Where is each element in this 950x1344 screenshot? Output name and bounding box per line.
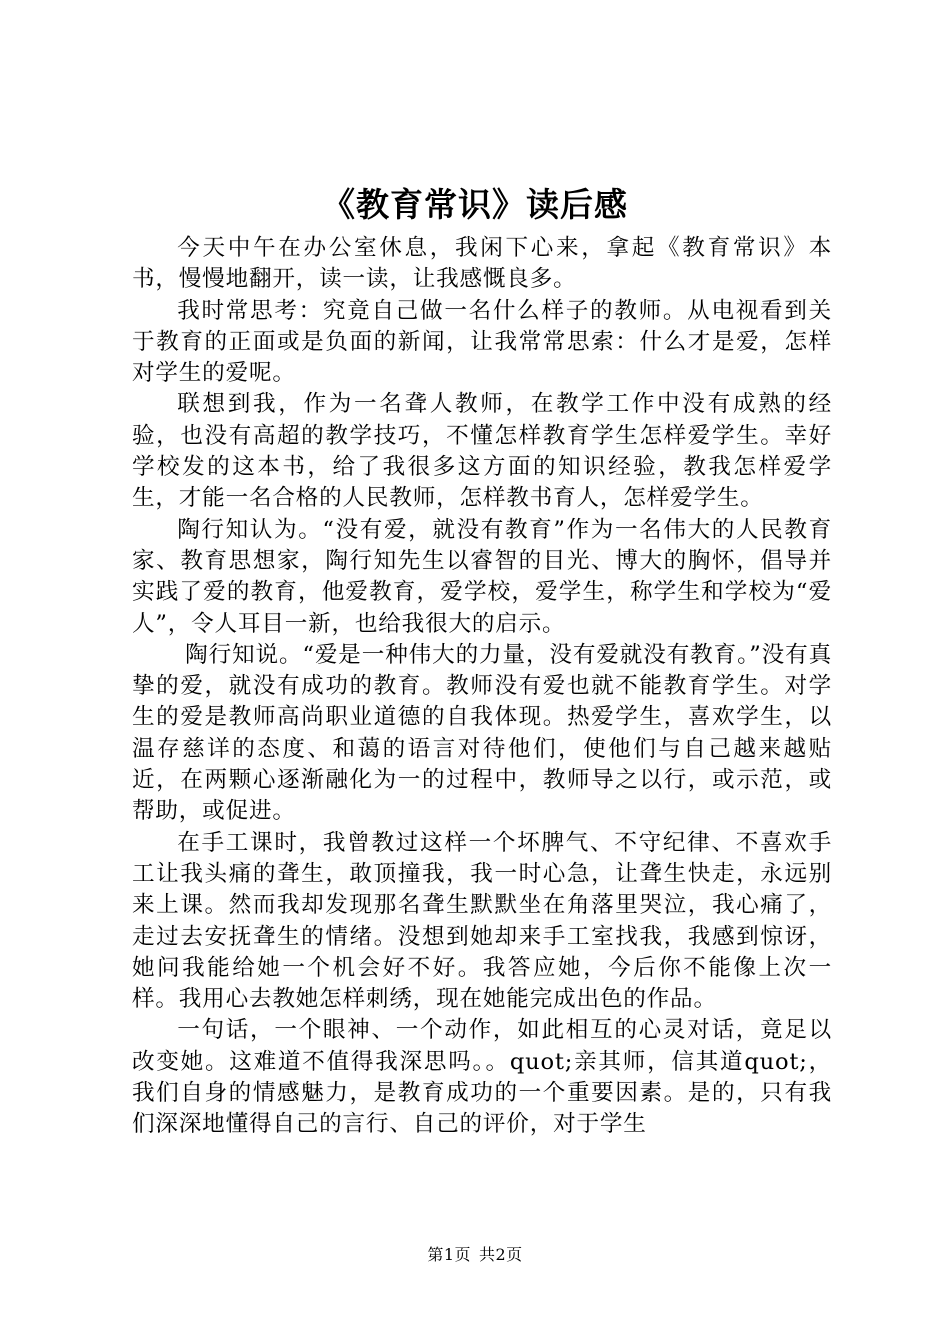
document-title: 《教育常识》读后感	[322, 185, 628, 224]
paragraph: 联想到我，作为一名聋人教师，在教学工作中没有成熟的经验，也没有高超的教学技巧，不懂怎样教育学生怎样爱学生。幸好学校发的这本书，给了我很多这方面的知识经验，教我怎样爱学生，才能一名合格的人民教师，怎样教书育人，怎样爱学生。	[132, 391, 832, 512]
paragraph: 今天中午在办公室休息，我闲下心来，拿起《教育常识》本书，慢慢地翻开，读一读，让我感慨良多。	[132, 235, 832, 293]
paragraph: 陶行知说。“爱是一种伟大的力量，没有爱就没有教育。”没有真挚的爱，就没有成功的教育。教师没有爱也就不能教育学生。对学生的爱是教师高尚职业道德的自我体现。热爱学生，喜欢学生，以温存慈详的态度、和蔼的语言对待他们，使他们与自己越来越贴近，在两颗心逐渐融化为一的过程中，教师导之以行，或示范，或帮助，或促进。	[132, 641, 832, 825]
page-total: 共2页	[479, 1245, 523, 1264]
page-number: 第1页	[427, 1245, 471, 1264]
paragraph: 一句话，一个眼神、一个动作，如此相互的心灵对话，竟足以改变她。这难道不值得我深思吗。。quot;亲其师，信其道quot;，我们自身的情感魅力，是教育成功的一个重要因素。是的，只有我们深深地懂得自己的言行、自己的评价，对于学生	[132, 1017, 832, 1138]
paragraph: 在手工课时，我曾教过这样一个坏脾气、不守纪律、不喜欢手工让我头痛的聋生，敢顶撞我，我一时心急，让聋生快走，永远别来上课。然而我却发现那名聋生默默坐在角落里哭泣，我心痛了，走过去安抚聋生的情绪。没想到她却来手工室找我，我感到惊讶，她问我能给她一个机会好不好。我答应她，今后你不能像上次一样。我用心去教她怎样刺绣，现在她能完成出色的作品。	[132, 829, 832, 1013]
document-body	[132, 233, 832, 1141]
paragraph: 我时常思考：究竟自己做一名什么样子的教师。从电视看到关于教育的正面或是负面的新闻，让我常常思索：什么才是爱，怎样对学生的爱呢。	[132, 297, 832, 387]
page-footer	[0, 1244, 950, 1266]
paragraph: 陶行知认为。“没有爱，就没有教育”作为一名伟大的人民教育家、教育思想家，陶行知先生以睿智的目光、博大的胸怀，倡导并实践了爱的教育，他爱教育，爱学校，爱学生，称学生和学校为“爱人”，令人耳目一新，也给我很大的启示。	[132, 516, 832, 637]
